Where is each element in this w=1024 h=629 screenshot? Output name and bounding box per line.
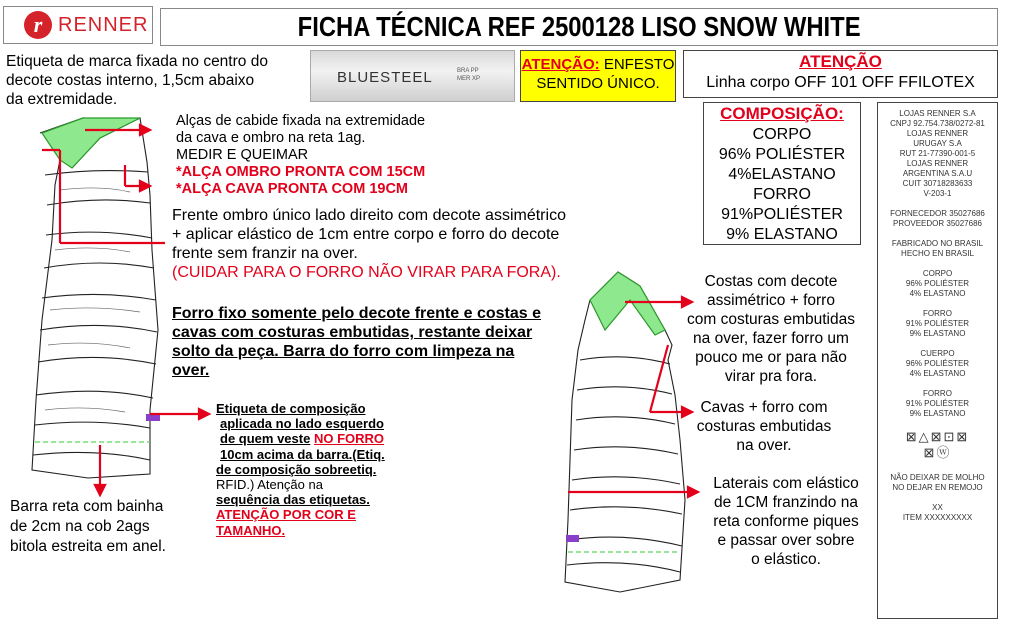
brand-label-note: Etiqueta de marca fixada no centro do decote costas interno, 1,5cm abaixo da extremidade. [6,53,268,108]
hem-note: Barra reta com bainha de 2cm na cob 2ags bitola estreita em anel. [10,498,166,555]
composition-label-note: Etiqueta de composição aplicada no lado esquerdo de quem veste NO FORRO 10cm acima da barra.(Etiq. de composição sobreetiq. RFID.) Atenção na sequência das etiquetas. ATENÇÃO POR COR E TAMANHO. [216,401,385,538]
back-dress-drawing [565,272,685,592]
page-title: FICHA TÉCNICA REF 2500128 LISO SNOW WHITE [160,8,998,46]
back-composition-label-mark [566,535,579,542]
brand-label-image: BLUESTEEL BRA PP MER XP [310,50,515,102]
front-note: Frente ombro único lado direito com decote assimétrico + aplicar elástico de 1cm entre corpo e forro do decote frente sem franzir na over. (CUIDAR PARA O FORRO NÃO VIRAR PARA FORA). [172,207,566,281]
renner-logo-icon: r [24,11,52,39]
front-strap [42,118,140,168]
side-seams-note: Laterais com elástico de 1CM franzindo na reta conforme piques e passar over sobre o elástico. [713,475,859,568]
thread-warning: ATENÇÃO Linha corpo OFF 101 OFF FFILOTEX [683,50,998,98]
back-strap [590,272,665,335]
composition-label-sample: LOJAS RENNER S.A CNPJ 92.754.738/0272-81 LOJAS RENNER URUGAY S.A RUT 21-77390-001-5 LOJAS RENNER ARGENTINA S.A.U CUIT 30718283633 V-203-1 FORNECEDOR 35027686 PROVEEDOR 35027686 FABRICADO NO BRASIL HECHO EN BRASIL CORPO 96% POLIÉSTER 4% ELASTANO FORRO 91% POLIÉSTER 9% ELASTANO CUERPO 96% POLIÉSTER 4% ELASTANO FORRO 91% POLIÉSTER 9% ELASTANO ⊠△⊠⊡⊠ ⊠ⓦ NÃO DEIXAR DE MOLHO NO DEJAR EN REMOJO XX ITEM XXXXXXXXX [877,102,998,619]
care-symbols-icon: ⊠△⊠⊡⊠ ⊠ⓦ [905,429,970,460]
straps-note: Alças de cabide fixada na extremidade da cava e ombro na reta 1ag. MEDIR E QUEIMAR *ALÇA OMBRO PRONTA COM 15CM *ALÇA CAVA PRONTA COM 19CM [176,113,426,197]
lining-note: Forro fixo somente pelo decote frente e costas e cavas com costuras embutidas, restante deixar solto da peça. Barra do forro com limpeza na over. [172,305,541,379]
armhole-note: Cavas + forro com costuras embutidas na over. [696,399,832,454]
enfesto-warning: ATENÇÃO: ENFESTO SENTIDO ÚNICO. [520,50,676,102]
renner-logo-text: RENNER [58,13,149,36]
front-dress-drawing [32,118,158,478]
back-note: Costas com decote assimétrico + forro com costuras embutidas na over, fazer forro um pouco me or para não virar pra fora. [687,273,855,385]
composition-box: COMPOSIÇÃO: CORPO 96% POLIÉSTER 4%ELASTANO FORRO 91%POLIÉSTER 9% ELASTANO [703,102,861,245]
